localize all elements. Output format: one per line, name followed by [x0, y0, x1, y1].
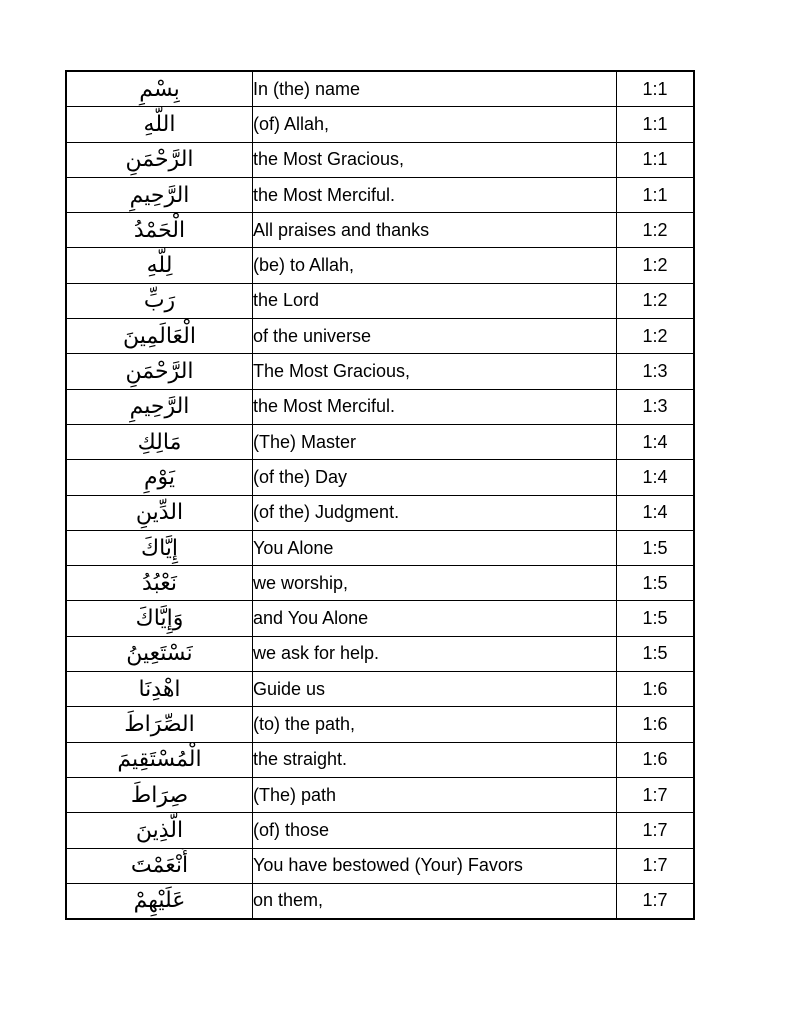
english-meaning-cell: and You Alone	[253, 601, 617, 636]
arabic-word-cell: لِلَّهِ	[66, 248, 253, 283]
table-row	[66, 742, 694, 777]
arabic-word-cell: نَسْتَعِينُ	[66, 636, 253, 671]
verse-reference-cell: 1:6	[617, 672, 695, 707]
verse-reference-cell: 1:6	[617, 707, 695, 742]
arabic-word-cell: صِرَاطَ	[66, 777, 253, 812]
english-meaning-cell: (of the) Day	[253, 460, 617, 495]
english-meaning-cell: (of the) Judgment.	[253, 495, 617, 530]
english-meaning-cell: the Most Gracious,	[253, 142, 617, 177]
arabic-word-cell: يَوْمِ	[66, 460, 253, 495]
english-meaning-cell: (of) Allah,	[253, 107, 617, 142]
english-meaning-cell: the straight.	[253, 742, 617, 777]
english-meaning-cell: (of) those	[253, 813, 617, 848]
verse-reference-cell: 1:2	[617, 283, 695, 318]
arabic-word-cell: إِيَّاكَ	[66, 530, 253, 565]
arabic-word-cell: الْحَمْدُ	[66, 213, 253, 248]
english-meaning-cell: You have bestowed (Your) Favors	[253, 848, 617, 883]
arabic-word-cell: رَبِّ	[66, 283, 253, 318]
english-meaning-cell: In (the) name	[253, 71, 617, 107]
arabic-word-cell: الرَّحْمَنِ	[66, 142, 253, 177]
table-row	[66, 777, 694, 812]
verse-reference-cell: 1:5	[617, 530, 695, 565]
table-row	[66, 530, 694, 565]
english-meaning-cell: (be) to Allah,	[253, 248, 617, 283]
arabic-word-cell: عَلَيْهِمْ	[66, 883, 253, 919]
verse-reference-cell: 1:4	[617, 495, 695, 530]
english-meaning-cell: All praises and thanks	[253, 213, 617, 248]
vocabulary-table	[65, 70, 695, 920]
verse-reference-cell: 1:1	[617, 71, 695, 107]
arabic-word-cell: الرَّحْمَنِ	[66, 354, 253, 389]
table-row	[66, 177, 694, 212]
table-row	[66, 283, 694, 318]
table-row	[66, 813, 694, 848]
verse-reference-cell: 1:7	[617, 883, 695, 919]
arabic-word-cell: الدِّينِ	[66, 495, 253, 530]
table-row	[66, 848, 694, 883]
arabic-word-cell: اهْدِنَا	[66, 672, 253, 707]
verse-reference-cell: 1:2	[617, 248, 695, 283]
english-meaning-cell: we ask for help.	[253, 636, 617, 671]
english-meaning-cell: (to) the path,	[253, 707, 617, 742]
verse-reference-cell: 1:7	[617, 848, 695, 883]
english-meaning-cell: the Lord	[253, 283, 617, 318]
verse-reference-cell: 1:5	[617, 636, 695, 671]
arabic-word-cell: نَعْبُدُ	[66, 566, 253, 601]
arabic-word-cell: مَالِكِ	[66, 424, 253, 459]
table-row	[66, 424, 694, 459]
verse-reference-cell: 1:3	[617, 389, 695, 424]
english-meaning-cell: (The) Master	[253, 424, 617, 459]
english-meaning-cell: The Most Gracious,	[253, 354, 617, 389]
arabic-word-cell: أَنْعَمْتَ	[66, 848, 253, 883]
verse-reference-cell: 1:2	[617, 319, 695, 354]
arabic-word-cell: الصِّرَاطَ	[66, 707, 253, 742]
table-row	[66, 707, 694, 742]
verse-reference-cell: 1:5	[617, 566, 695, 601]
arabic-word-cell: الْعَالَمِينَ	[66, 319, 253, 354]
table-row	[66, 389, 694, 424]
english-meaning-cell: we worship,	[253, 566, 617, 601]
arabic-word-cell: الرَّحِيمِ	[66, 177, 253, 212]
arabic-word-cell: الَّذِينَ	[66, 813, 253, 848]
verse-reference-cell: 1:7	[617, 777, 695, 812]
vocabulary-table-body	[66, 71, 694, 919]
verse-reference-cell: 1:4	[617, 424, 695, 459]
arabic-word-cell: الْمُسْتَقِيمَ	[66, 742, 253, 777]
verse-reference-cell: 1:1	[617, 107, 695, 142]
table-row	[66, 672, 694, 707]
english-meaning-cell: of the universe	[253, 319, 617, 354]
english-meaning-cell: (The) path	[253, 777, 617, 812]
english-meaning-cell: the Most Merciful.	[253, 389, 617, 424]
table-row	[66, 495, 694, 530]
verse-reference-cell: 1:7	[617, 813, 695, 848]
verse-reference-cell: 1:2	[617, 213, 695, 248]
english-meaning-cell: on them,	[253, 883, 617, 919]
arabic-word-cell: اللَّهِ	[66, 107, 253, 142]
verse-reference-cell: 1:1	[617, 177, 695, 212]
table-row	[66, 248, 694, 283]
arabic-word-cell: الرَّحِيمِ	[66, 389, 253, 424]
arabic-word-cell: وَإِيَّاكَ	[66, 601, 253, 636]
table-row	[66, 354, 694, 389]
verse-reference-cell: 1:6	[617, 742, 695, 777]
table-row	[66, 566, 694, 601]
verse-reference-cell: 1:4	[617, 460, 695, 495]
arabic-word-cell: بِسْمِ	[66, 71, 253, 107]
verse-reference-cell: 1:3	[617, 354, 695, 389]
verse-reference-cell: 1:5	[617, 601, 695, 636]
table-row	[66, 636, 694, 671]
verse-reference-cell: 1:1	[617, 142, 695, 177]
english-meaning-cell: the Most Merciful.	[253, 177, 617, 212]
table-row	[66, 142, 694, 177]
table-row	[66, 71, 694, 107]
table-row	[66, 213, 694, 248]
table-row	[66, 883, 694, 919]
table-row	[66, 601, 694, 636]
table-row	[66, 107, 694, 142]
english-meaning-cell: You Alone	[253, 530, 617, 565]
table-row	[66, 460, 694, 495]
table-row	[66, 319, 694, 354]
english-meaning-cell: Guide us	[253, 672, 617, 707]
